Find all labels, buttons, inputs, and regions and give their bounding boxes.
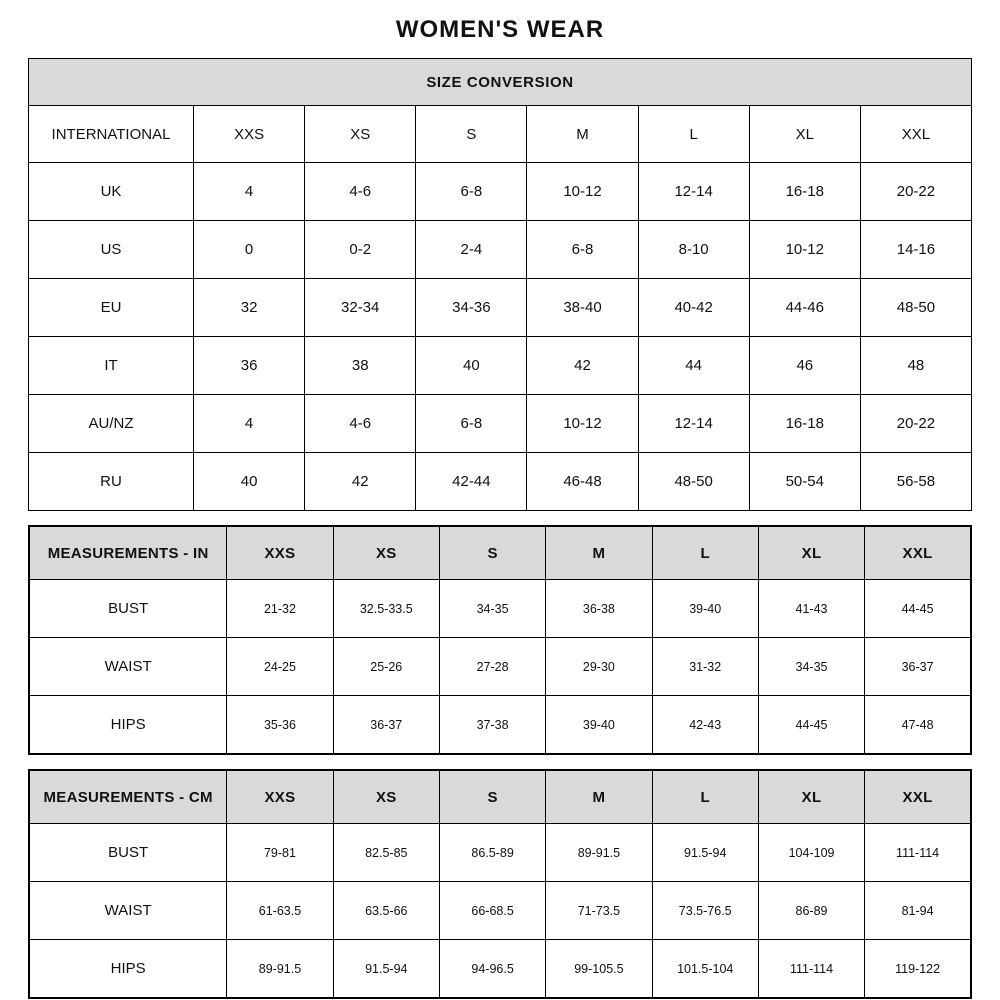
table-cell: 40 — [194, 453, 305, 511]
table-cell: 34-35 — [439, 580, 545, 638]
table-cell: 82.5-85 — [333, 824, 439, 882]
table-cell: 63.5-66 — [333, 882, 439, 940]
column-header: XXL — [865, 526, 971, 580]
column-header: M — [546, 770, 652, 824]
table-cell: 39-40 — [652, 580, 758, 638]
table-row — [29, 163, 972, 221]
table-cell: 44-45 — [865, 580, 971, 638]
table-row — [29, 882, 971, 940]
table-cell: 36-37 — [865, 638, 971, 696]
row-label: UK — [29, 163, 194, 221]
row-label: IT — [29, 337, 194, 395]
row-label: US — [29, 221, 194, 279]
table-row — [29, 696, 971, 755]
table-cell: 111-114 — [758, 940, 864, 999]
table-cell: 42-43 — [652, 696, 758, 755]
page-title: WOMEN'S WEAR — [395, 16, 605, 43]
column-header: XS — [333, 526, 439, 580]
table-row — [29, 580, 971, 638]
row-label: HIPS — [29, 940, 227, 999]
table-cell: 79-81 — [227, 824, 333, 882]
row-label: BUST — [29, 824, 227, 882]
column-header: L — [652, 526, 758, 580]
table-cell: 94-96.5 — [439, 940, 545, 999]
table-row — [29, 638, 971, 696]
row-label: BUST — [29, 580, 227, 638]
column-header: M — [527, 106, 638, 163]
table-cell: 36 — [194, 337, 305, 395]
table-cell: 32-34 — [305, 279, 416, 337]
table-cell: 99-105.5 — [546, 940, 652, 999]
table-cell: 6-8 — [416, 395, 527, 453]
column-header: S — [439, 526, 545, 580]
header-row — [29, 770, 971, 824]
table-cell: 42 — [527, 337, 638, 395]
table-cell: 48 — [860, 337, 971, 395]
table-cell: 40-42 — [638, 279, 749, 337]
table-cell: 32.5-33.5 — [333, 580, 439, 638]
table-cell: 44-45 — [758, 696, 864, 755]
table-cell: 20-22 — [860, 163, 971, 221]
table-cell: 42 — [305, 453, 416, 511]
table-cell: 48-50 — [638, 453, 749, 511]
table-cell: 89-91.5 — [546, 824, 652, 882]
table-cell: 20-22 — [860, 395, 971, 453]
table-cell: 91.5-94 — [333, 940, 439, 999]
table-row — [29, 940, 971, 999]
table-row — [29, 279, 972, 337]
column-header: XXS — [227, 526, 333, 580]
table-label-header: MEASUREMENTS - CM — [29, 770, 227, 824]
table-cell: 86-89 — [758, 882, 864, 940]
table-cell: 50-54 — [749, 453, 860, 511]
table-cell: 89-91.5 — [227, 940, 333, 999]
measurements-cm-table — [28, 769, 972, 999]
table-cell: 16-18 — [749, 395, 860, 453]
column-header: XXS — [227, 770, 333, 824]
row-label: HIPS — [29, 696, 227, 755]
table-cell: 29-30 — [546, 638, 652, 696]
table-cell: 41-43 — [758, 580, 864, 638]
table-cell: 16-18 — [749, 163, 860, 221]
table-cell: 27-28 — [439, 638, 545, 696]
table-cell: 104-109 — [758, 824, 864, 882]
table-row — [29, 337, 972, 395]
table-cell: 111-114 — [865, 824, 971, 882]
size-conversion-banner: SIZE CONVERSION — [29, 59, 972, 106]
table-cell: 8-10 — [638, 221, 749, 279]
table-cell: 73.5-76.5 — [652, 882, 758, 940]
column-header: XXL — [860, 106, 971, 163]
header-row — [29, 106, 972, 163]
table-cell: 81-94 — [865, 882, 971, 940]
table-cell: 44 — [638, 337, 749, 395]
table-cell: 42-44 — [416, 453, 527, 511]
table-row — [29, 453, 972, 511]
table-cell: 31-32 — [652, 638, 758, 696]
table-cell: 32 — [194, 279, 305, 337]
table-cell: 0-2 — [305, 221, 416, 279]
table-cell: 36-38 — [546, 580, 652, 638]
table-cell: 86.5-89 — [439, 824, 545, 882]
table-label-header: INTERNATIONAL — [29, 106, 194, 163]
table-cell: 71-73.5 — [546, 882, 652, 940]
table-cell: 25-26 — [333, 638, 439, 696]
column-header: L — [638, 106, 749, 163]
column-header: XL — [749, 106, 860, 163]
table-cell: 6-8 — [527, 221, 638, 279]
table-cell: 21-32 — [227, 580, 333, 638]
table-cell: 46-48 — [527, 453, 638, 511]
table-cell: 4-6 — [305, 163, 416, 221]
table-row — [29, 395, 972, 453]
table-row — [29, 221, 972, 279]
table-cell: 44-46 — [749, 279, 860, 337]
table-row — [29, 824, 971, 882]
row-label: RU — [29, 453, 194, 511]
table-cell: 40 — [416, 337, 527, 395]
table-cell: 119-122 — [865, 940, 971, 999]
table-cell: 46 — [749, 337, 860, 395]
column-header: S — [416, 106, 527, 163]
table-cell: 10-12 — [527, 163, 638, 221]
size-conversion-table — [28, 58, 972, 511]
table-cell: 34-36 — [416, 279, 527, 337]
table-cell: 14-16 — [860, 221, 971, 279]
table-cell: 61-63.5 — [227, 882, 333, 940]
measurements-in-table — [28, 525, 972, 755]
column-header: L — [652, 770, 758, 824]
table-cell: 12-14 — [638, 395, 749, 453]
table-cell: 36-37 — [333, 696, 439, 755]
row-label: WAIST — [29, 638, 227, 696]
column-header: XS — [305, 106, 416, 163]
table-cell: 34-35 — [758, 638, 864, 696]
table-cell: 101.5-104 — [652, 940, 758, 999]
table-cell: 38 — [305, 337, 416, 395]
table-cell: 4 — [194, 163, 305, 221]
table-cell: 48-50 — [860, 279, 971, 337]
column-header: S — [439, 770, 545, 824]
table-cell: 6-8 — [416, 163, 527, 221]
table-cell: 4 — [194, 395, 305, 453]
table-cell: 10-12 — [527, 395, 638, 453]
table-cell: 47-48 — [865, 696, 971, 755]
table-cell: 24-25 — [227, 638, 333, 696]
row-label: EU — [29, 279, 194, 337]
column-header: XXS — [194, 106, 305, 163]
header-row — [29, 526, 971, 580]
table-cell: 35-36 — [227, 696, 333, 755]
column-header: XL — [758, 770, 864, 824]
table-cell: 39-40 — [546, 696, 652, 755]
table-cell: 91.5-94 — [652, 824, 758, 882]
column-header: XS — [333, 770, 439, 824]
table-cell: 12-14 — [638, 163, 749, 221]
table-cell: 2-4 — [416, 221, 527, 279]
table-cell: 66-68.5 — [439, 882, 545, 940]
table-cell: 37-38 — [439, 696, 545, 755]
column-header: XL — [758, 526, 864, 580]
column-header: M — [546, 526, 652, 580]
row-label: WAIST — [29, 882, 227, 940]
column-header: XXL — [865, 770, 971, 824]
table-cell: 0 — [194, 221, 305, 279]
table-cell: 38-40 — [527, 279, 638, 337]
table-cell: 4-6 — [305, 395, 416, 453]
row-label: AU/NZ — [29, 395, 194, 453]
table-cell: 56-58 — [860, 453, 971, 511]
table-label-header: MEASUREMENTS - IN — [29, 526, 227, 580]
table-cell: 10-12 — [749, 221, 860, 279]
